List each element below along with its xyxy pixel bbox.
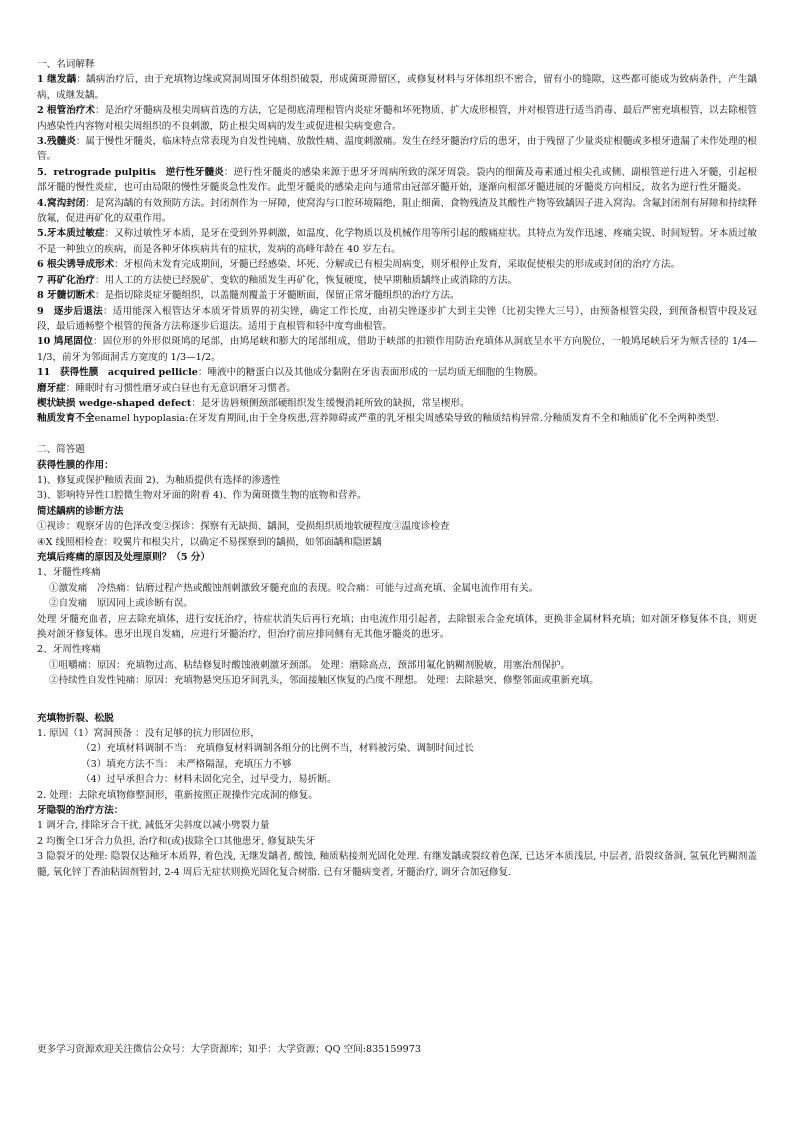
definition-text: 是窝沟龋的有效预防方法。封闭剂作为一屏障，使窝沟与口腔环境隔绝，阻止细菌、食物残渣及其酸性产物等致龋因子进入窝沟。含氟封闭剂有屏障和持续释放氟，促进再矿化的双重作用。 (37, 197, 758, 225)
question-title: 牙隐裂的治疗方法： (37, 805, 124, 817)
definition-item (37, 257, 757, 272)
definition-separator: ： (65, 382, 76, 394)
definition-term: 10 鸠尾固位 (37, 336, 93, 348)
definition-item (37, 381, 757, 396)
definition-term: 釉质发育不全 (37, 413, 95, 425)
definition-item (37, 365, 757, 380)
answer-line: 2 均衡全口牙合力负担, 治疗和(或)拔除全口其他患牙, 修复缺失牙 (37, 835, 316, 847)
definition-term: 4.窝沟封闭 (37, 197, 86, 209)
definition-text: 唾液中的糖蛋白以及其他成分黏附在牙齿表面形成的一层均质无细胞的生物膜。 (207, 367, 544, 379)
definition-term: 楔状缺损 wedge-shaped defect (37, 397, 192, 409)
definition-item (37, 273, 757, 288)
definition-text: enamel hypoplasia:在牙发育期间,由于全身疾患,营养障碍或严重的乳牙根尖周感染导致的釉质结构异常.分釉质发育不全和釉质矿化不全两种类型. (94, 413, 719, 425)
answer-line: 1. 原因（1）窝洞预备 ：没有足够的抗力形固位形， (37, 728, 260, 740)
definition-text: 是治疗牙髓病及根尖周病首选的方法，它是彻底清理根管内炎症牙髓和坏死物质、扩大成形根管，并对根管进行适当消毒、最后严密充填根管，以去除根管内感染性内容物对根尖周组织的不良刺激，防止根尖周病的发生或促进根尖病变愈合。 (37, 105, 758, 132)
definition-separator: ： (102, 305, 113, 317)
definition-item (37, 165, 757, 196)
definition-item (37, 396, 757, 411)
definition-text: 睡眠时有习惯性磨牙或白昼也有无意识磨牙习惯者。 (75, 382, 297, 394)
answer-line: （4）过早承担合力：材料未固化完全，过早受力，易折断。 (81, 774, 337, 786)
answer-subheading: 1、牙髓性疼痛 (37, 567, 101, 579)
definition-separator: ： (94, 290, 105, 302)
answer-line: ①咀嚼痛：原因：充填物过高、粘结修复时酸蚀液刺激牙颈部。 处理：磨除高点，颈部用氟化钠糊剂脱敏，用塞治剂保护。 (49, 659, 571, 671)
definition-term: 9 逐步后退法 (37, 305, 103, 317)
definition-item (37, 411, 757, 426)
answer-paragraph: 处理 牙髓充血者，应去除充填体，进行安抚治疗，待症状消失后再行充填；由电流作用引起者，去除银汞合金充填体，更换非金属材料充填；如对颌牙修复体不良，则更换对颌牙修复体。患牙出现自发痛，应进行牙髓治疗，但治疗前应排同侧有无其他牙髓炎的患牙。 (37, 613, 757, 641)
definition-item (37, 72, 757, 103)
answer-line: ④X 线照相检查：咬翼片和根尖片，以确定不易探察到的龋损，如邻面龋和隐匿龋 (37, 536, 382, 548)
definition-separator: ： (93, 336, 103, 348)
definition-item (37, 134, 757, 165)
definition-term: 5．retrograde pulpitis 逆行性牙髓炎 (37, 166, 224, 178)
definition-separator: ： (104, 228, 115, 240)
answer-line: 1 调牙合, 排除牙合干扰, 减低牙尖斜度以减小劈裂力量 (37, 820, 270, 832)
definition-separator: ： (197, 367, 208, 379)
definition-separator: ： (76, 74, 87, 86)
definition-separator: ： (85, 197, 96, 209)
definition-term: 5.牙本质过敏症 (37, 228, 105, 240)
question-title: 简述龋病的诊断方法 (37, 505, 124, 517)
definition-separator: ： (223, 166, 234, 178)
definition-item (37, 304, 757, 335)
definition-term: 6 根尖诱导成形术 (37, 259, 115, 271)
definition-text: 固位形的外形似斑鸠的尾部，由鸠尾峡和膨大的尾部组成，借助于峡部的扣锁作用防治充填体从洞底呈水平方向脱位，一般鸠尾峡后牙为颊舌径的 1/4—1/3，前牙为邻面洞舌方宽度的 1/3—1/2。 (37, 336, 757, 363)
answer-line: （2）充填材料调制不当： 充填修复材料调制各组分的比例不当，材料被污染、调制时间过长 (81, 743, 474, 755)
definition-term: 7 再矿化治疗 (37, 274, 95, 286)
answer-line: ①视诊：观察牙齿的色泽改变②探诊：探察有无缺损、龋洞，受损组织质地软硬程度③温度诊检查 (37, 521, 450, 533)
question-title: 充填后疼痛的原因及处理原则？（5 分） (37, 551, 211, 563)
definition-term: 3.残髓炎 (37, 136, 76, 148)
definition-text: 又称过敏性牙本质，是牙在受到外界刺激，如温度、化学物质以及机械作用等所引起的酸痛症状。其特点为发作迅速、疼痛尖锐、时间短暂。牙本质过敏不是一种独立的疾病，而是各种牙体疾病共有的症状，发病的高峰年龄在 40 岁左右。 (37, 228, 758, 255)
definition-term: 磨牙症 (37, 382, 66, 394)
definition-term: 2 根管治疗术 (37, 105, 95, 117)
definition-text: 是牙齿唇颊侧颈部硬组织发生缓慢消耗所致的缺损，常呈楔形。 (200, 397, 470, 409)
answer-line: ②自发痛 原因同上或诊断有误。 (49, 598, 193, 610)
definition-text: 用人工的方法使已经脱矿、变软的釉质发生再矿化，恢复硬度，使早期釉质龋终止或消除的方法。 (104, 274, 518, 286)
definition-text: 是指切除炎症牙髓组织，以盖髓剂覆盖于牙髓断面，保留正常牙髓组织的治疗方法。 (104, 290, 460, 302)
definition-text: 适用能深入根管达牙本质牙骨质界的初尖锉，确定工作长度，由初尖锉逐步扩大到主尖锉（比初尖锉大三号），由预备根管尖段，到预备根管中段及冠段，最后通畅整个根管的预备方法称逐步后退法。适用于直根管和轻中度弯曲根管。 (37, 305, 758, 332)
section-title-definitions: 一、名词解释 (37, 59, 95, 70)
document-body (37, 57, 757, 880)
question-title: 获得性膜的作用： (37, 459, 114, 471)
answer-line: ②持续性自发性钝痛：原因：充填物悬突压迫牙间乳头，邻面接触区恢复的凸度不理想。 处理：去除悬突、修整邻面或重新充填。 (49, 675, 599, 687)
answer-line: 3)、影响特异性口腔微生物对牙面的附着 4)、作为菌斑微生物的底物和营养。 (37, 490, 367, 502)
definition-item (37, 334, 757, 365)
definition-separator: ： (94, 274, 105, 286)
answer-line: ①激发痛 冷热痛：钻磨过程产热或酸蚀剂刺激致牙髓充血的表现。咬合痛：可能与过高充填、金属电流作用有关。 (49, 582, 539, 594)
definition-separator: ： (95, 105, 105, 117)
definition-item (37, 196, 757, 227)
definition-separator: ： (75, 136, 86, 148)
definition-item (37, 103, 757, 134)
definition-item (37, 288, 757, 303)
section-title-short-answers: 二、简答题 (37, 444, 85, 456)
answer-subheading: 2、牙周性疼痛 (37, 644, 101, 656)
question-title: 充填物折裂、松脱 (37, 712, 114, 724)
answer-line: 2. 处理：去除充填物修整洞形，重新按照正规操作完成洞的修复。 (37, 789, 318, 801)
definition-item (37, 226, 757, 257)
definition-term: 8 牙髓切断术 (37, 290, 95, 302)
footer-note: 更多学习资源欢迎关注微信公众号：大学资源库；知乎：大学资源；QQ 空间:835159973 (37, 1044, 421, 1055)
definition-text: 逆行性牙髓炎的感染来源于患牙牙周病所致的深牙周袋。袋内的细菌及毒素通过根尖孔或侧、副根管逆行进入牙髓，引起根部牙髓的慢性炎症，也可由局限的慢性牙髓炎急性发作。此型牙髓炎的感染走向与通常由冠部牙髓开始，逐渐向根部牙髓进展的牙髓炎方向相反，故名为逆行性牙髓炎。 (37, 166, 758, 194)
definitions-list (37, 72, 757, 426)
answer-line: 1)、修复或保护釉质表面 2)、为釉质提供有选择的渗透性 (37, 474, 281, 486)
definition-text: 龋病治疗后，由于充填物边缘或窝洞周围牙体组织破裂，形成菌斑滞留区，或修复材料与牙体组织不密合，留有小的缝隙，这些都可能成为致病条件，产生龋病，成继发龋。 (37, 74, 758, 101)
definition-separator: ： (114, 259, 124, 271)
definition-separator: ： (191, 397, 201, 409)
answer-paragraph: 3 隐裂牙的处理: 隐裂仅达釉牙本质界, 着色浅, 无继发龋者, 酸蚀, 釉质粘接剂光固化处理. 有继发龋或裂纹着色深, 已达牙本质浅层, 中层者, 沿裂纹备洞, 氢氧化钙糊剂盖髓, 氧化锌丁香油粘固剂暂封, 2-4 周后无症状则换光固化复合树脂. 已有牙髓病变者, 牙髓治疗, 调牙合加冠修复. (37, 851, 757, 878)
answer-line: （3）填充方法不当： 未严格隔湿，充填压力不够 (81, 758, 292, 770)
definition-text: 牙根尚未发育完成期间，牙髓已经感染、坏死、分解或已有根尖周病变，则牙根停止发育，采取促使根尖的形成或封闭的治疗方法。 (123, 259, 681, 271)
definition-term: 1 继发龋 (37, 74, 77, 86)
definition-term: 11 获得性膜 acquired pellicle (37, 367, 198, 379)
definition-text: 属于慢性牙髓炎，临床特点常表现为自发性钝痛、放散性痛、温度刺激痛。发生在经牙髓治疗后的患牙，由于残留了少量炎症根髓或多根牙遗漏了未作处理的根管。 (37, 136, 758, 163)
